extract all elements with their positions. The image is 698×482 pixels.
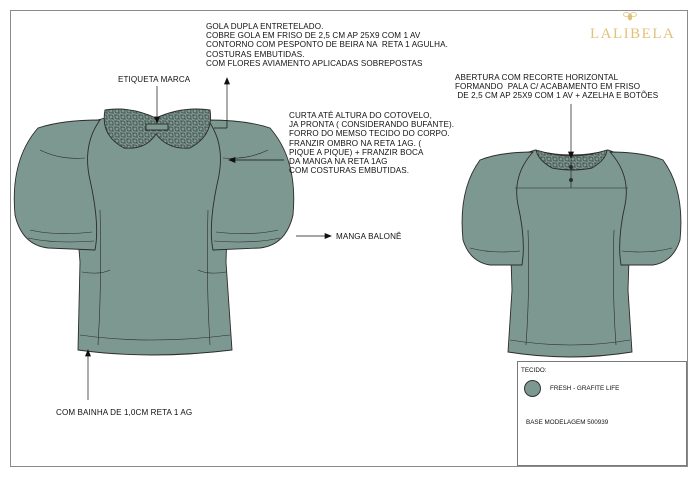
label-note: ETIQUETA MARCA xyxy=(118,75,191,84)
sleeve-note: CURTA ATÉ ALTURA DO COTOVELO, JA PRONTA ( CONSIDERANDO BUFANTE). FORRO DO MEMSO TECIDO DO CORPO. FRANZIR OMBRO NA RETA 1AG. ( PIQUE A PIQUE) + FRANZIR BOCA DA MANGA NA RETA 1AG COM COSTURAS EMBUTIDAS. xyxy=(289,111,455,176)
front-right-sleeve xyxy=(208,120,294,250)
back-opening-note: ABERTURA COM RECORTE HORIZONTAL FORMANDO PALA C/ ACABAMENTO EM FRISO DE 2,5 CM AP 25X9 COM 1 AV + AZELHA E BOTÕES xyxy=(455,73,659,101)
fabric-name: FRESH - GRAFITE LIFE xyxy=(550,385,620,392)
balloon-sleeve-note: MANGA BALONÊ xyxy=(336,232,402,241)
hem-note: COM BAINHA DE 1,0CM RETA 1 AG xyxy=(56,408,193,417)
back-button xyxy=(570,166,573,169)
fabric-swatch xyxy=(524,380,541,397)
label-tab xyxy=(146,124,168,130)
base-pattern: BASE MODELAGEM 500939 xyxy=(526,419,609,426)
fabric-title: TECIDO: xyxy=(521,367,547,374)
fabric-legend xyxy=(517,361,687,466)
brand-logo: LALIBELA xyxy=(590,26,676,42)
collar-note: GOLA DUPLA ENTRETELADO. COBRE GOLA EM FRISO DE 2,5 CM AP 25X9 COM 1 AV CONTORNO COM PESPONTO DE BEIRA NA RETA 1 AGULHA. COSTURAS EMBUTIDAS. COM FLORES AVIAMENTO APLICADAS SOBREPOSTAS xyxy=(206,22,448,68)
front-view xyxy=(14,109,294,355)
back-view xyxy=(462,150,681,357)
front-left-sleeve xyxy=(14,120,100,250)
